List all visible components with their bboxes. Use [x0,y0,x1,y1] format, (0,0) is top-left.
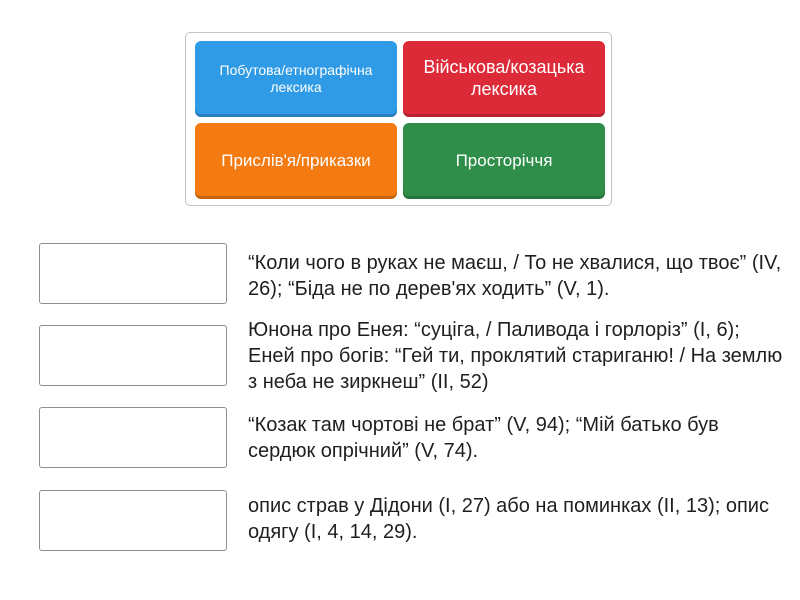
tile-label: Військова/козацька лексика [423,57,585,99]
drop-zone-4[interactable] [39,490,227,551]
clue-text-3: “Козак там чортові не брат” (V, 94); “Мій батько був сердюк опрічний” (V, 74). [248,414,719,462]
tile-proverbs-sayings[interactable] [195,123,397,199]
tile-label: Побутова/етнографічна лексика [219,62,373,95]
answer-tiles-panel [185,32,612,206]
drop-zone-2[interactable] [39,325,227,386]
tile-label: Прислів'я/приказки [221,150,371,170]
clue-text-2: Юнона про Енея: “суціга, / Паливода і горлоріз” (I, 6); Еней про богів: “Гей ти, проклятий стариганю! / На землю з неба не зиркнеш” (II, 52) [248,319,783,393]
tile-label: Просторіччя [455,150,553,170]
drop-zone-1[interactable] [39,243,227,304]
tile-vernacular[interactable] [403,123,605,199]
tile-military-cossack-vocabulary[interactable] [403,41,605,117]
clue-text-4: опис страв у Дідони (I, 27) або на поминках (II, 13); опис одягу (I, 4, 14, 29). [248,495,769,543]
drop-zone-3[interactable] [39,407,227,468]
tile-everyday-ethnographic-vocabulary[interactable] [195,41,397,117]
clue-text-1: “Коли чого в руках не маєш, / То не хвалися, що твоє” (IV, 26); “Біда не по дерев'ях ходить” (V, 1). [248,252,782,300]
